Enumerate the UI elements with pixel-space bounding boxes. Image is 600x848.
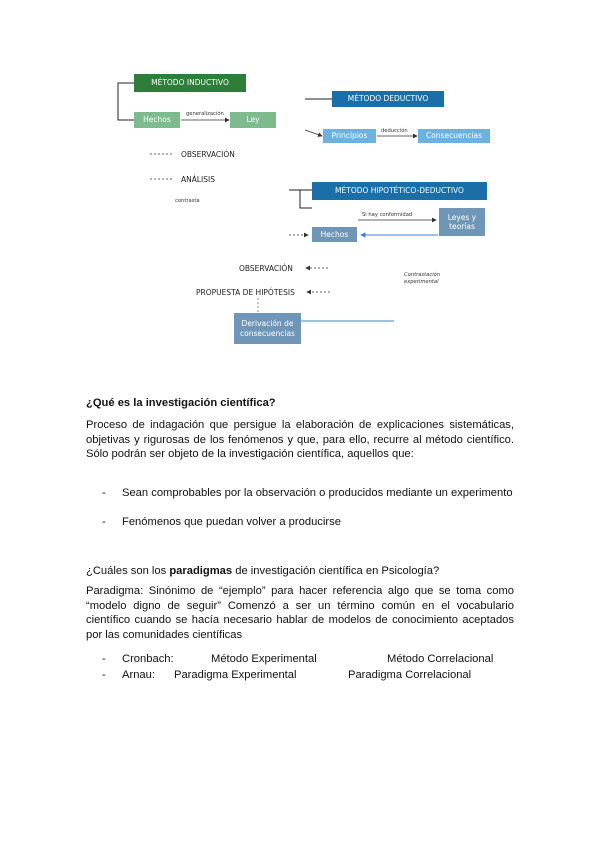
cronbach-name: Cronbach:	[122, 653, 174, 665]
hypothetic-observacion-label: OBSERVACIÓN	[239, 264, 293, 273]
question-suffix: de investigación científica en Psicología?	[232, 565, 440, 577]
hypothetic-title: MÉTODO HIPOTÉTICO-DEDUCTIVO	[312, 182, 487, 200]
cronbach-paradigm-b: Método Correlacional	[387, 653, 494, 665]
deductive-consecuencias-box: Consecuencias	[418, 129, 490, 143]
hypothetic-propuesta-label: PROPUESTA DE HIPÓTESIS	[196, 288, 295, 297]
arnau-paradigm-b: Paradigma Correlacional	[348, 669, 472, 681]
hypothetic-leyes-box: Leyes y teorías	[439, 208, 485, 236]
contrasta-label: contrasta	[175, 198, 200, 204]
section2-question	[86, 564, 514, 579]
section1-bullet-1: Sean comprobables por la observación o producidos mediante un experimento	[122, 487, 513, 499]
inductive-ley-box: Ley	[230, 112, 276, 128]
contrastacion-label: Contrastación experimental	[404, 272, 441, 286]
methods-diagram	[0, 0, 600, 370]
section2-paragraph: Paradigma: Sinónimo de “ejemplo” para hacer referencia algo que se toma como “modelo digno de seguir” Comenzó a ser un término común en el vocabulario científico cuando se hacía necesario hablar de modelos de conocimiento aceptados por las comunidades científicas	[86, 585, 514, 641]
section1-heading: ¿Qué es la investigación científica?	[86, 397, 276, 409]
inductive-analisis-label: ANÁLISIS	[181, 175, 215, 184]
deductive-title: MÉTODO DEDUCTIVO	[332, 91, 444, 107]
inductive-hechos-box: Hechos	[134, 112, 180, 128]
question-prefix: ¿Cuáles son los	[86, 565, 170, 577]
inductive-title: MÉTODO INDUCTIVO	[134, 74, 246, 92]
hypothetic-derivacion-box: Derivación de consecuencias	[234, 313, 301, 344]
bullet-dash: -	[102, 669, 106, 681]
arnau-name: Arnau:	[122, 669, 155, 681]
arnau-paradigm-a: Paradigma Experimental	[174, 669, 297, 681]
conformidad-label: Si hay conformidad	[362, 212, 413, 218]
generalizacion-label: generalización	[186, 111, 224, 117]
bullet-dash: -	[102, 653, 106, 665]
deductive-principios-box: Principios	[323, 129, 376, 143]
question-bold: paradigmas	[169, 565, 233, 577]
bullet-dash: -	[102, 487, 106, 499]
section1-paragraph: Proceso de indagación que persigue la elaboración de explicaciones sistemáticas, objetivas y rigurosas de los fenómenos y que, para ello, recurre al método científico. Sólo podrán ser objeto de la investigación científica, aquellos que:	[86, 419, 514, 460]
deduccion-label: deducción	[381, 128, 408, 134]
hypothetic-hechos-box: Hechos	[312, 227, 357, 242]
cronbach-paradigm-a: Método Experimental	[211, 653, 317, 665]
inductive-observacion-label: OBSERVACIÓN	[181, 150, 235, 159]
bullet-dash: -	[102, 516, 106, 528]
section1-bullet-2: Fenómenos que puedan volver a producirse	[122, 516, 341, 528]
